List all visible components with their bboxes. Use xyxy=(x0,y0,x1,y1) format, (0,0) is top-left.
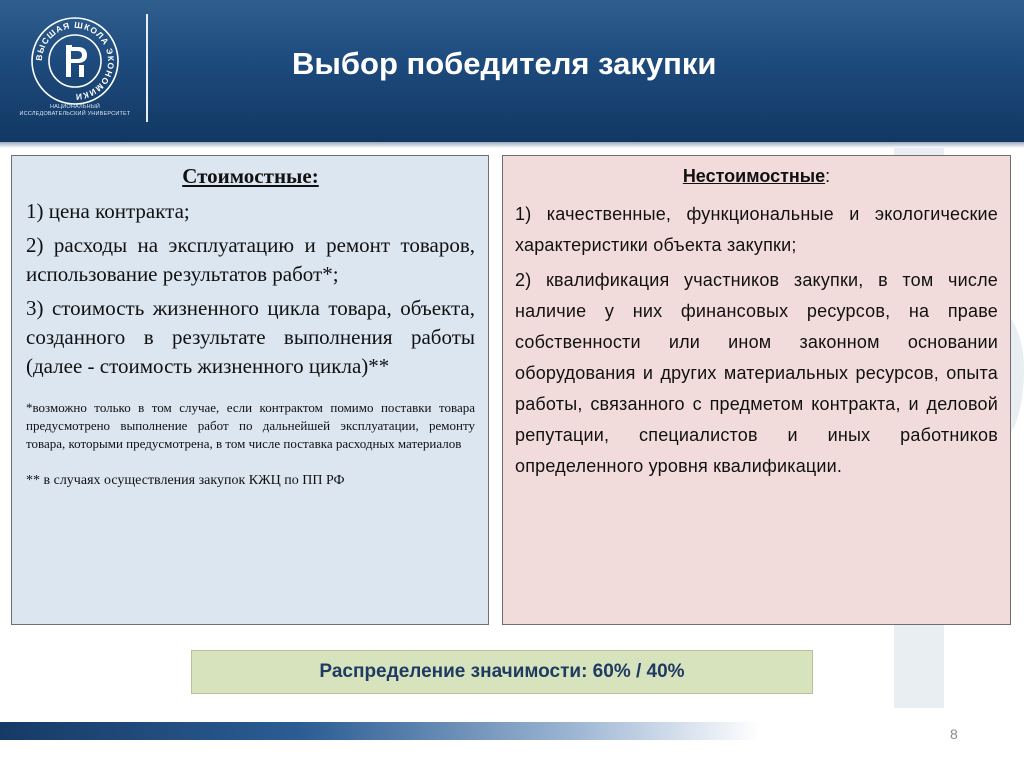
header-divider xyxy=(146,14,148,122)
weight-distribution-box: Распределение значимости: 60% / 40% xyxy=(191,650,813,694)
cost-criteria-item: 2) расходы на эксплуатацию и ремонт товаров, использование результатов работ*; xyxy=(26,233,475,286)
non-cost-criteria-title: Нестоимостные: xyxy=(682,166,831,186)
cost-criteria-title: Стоимостные: xyxy=(182,164,319,188)
non-cost-criteria-item: 2) квалификация участников закупки, в том числе наличие у них финансовых ресурсов, на праве собственности или ином законном основании оборудования и других материальных ресурсов, опыта работы, связанного с предметом контракта, и деловой репутации, специалистов и иных работников определенного уровня квалификации. xyxy=(515,270,998,476)
cost-criteria-item: 3) стоимость жизненного цикла товара, объекта, созданного в результате выполнения работы (далее - стоимость жизненного цикла)** xyxy=(26,296,475,378)
hse-logo-icon xyxy=(30,16,120,106)
non-cost-criteria-item: 1) качественные, функциональные и экологические характеристики объекта закупки; xyxy=(515,204,998,255)
page-title: Выбор победителя закупки xyxy=(292,46,717,81)
page-number: 8 xyxy=(950,726,958,742)
cost-criteria-panel xyxy=(11,155,489,625)
cost-criteria-footnote: *возможно только в том случае, если контрактом помимо поставки товара предусмотрено выполнение работ по дальнейшей эксплуатации, ремонту товара, которыми предусмотрена, в том числе поставка расходных материалов xyxy=(26,400,475,451)
cost-criteria-item: 1) цена контракта; xyxy=(26,199,190,223)
header-bar xyxy=(0,0,1024,142)
cost-criteria-footnote-2: ** в случаях осуществления закупок КЖЦ по ПП РФ xyxy=(26,473,345,488)
footer-bar xyxy=(0,722,760,740)
non-cost-criteria-panel xyxy=(502,155,1011,625)
svg-text:ВЫСШАЯ ШКОЛА ЭКОНОМИКИ: ВЫСШАЯ ШКОЛА ЭКОНОМИКИ xyxy=(33,19,117,103)
logo-caption: НАЦИОНАЛЬНЫЙ ИССЛЕДОВАТЕЛЬСКИЙ УНИВЕРСИТЕТ xyxy=(19,104,131,117)
